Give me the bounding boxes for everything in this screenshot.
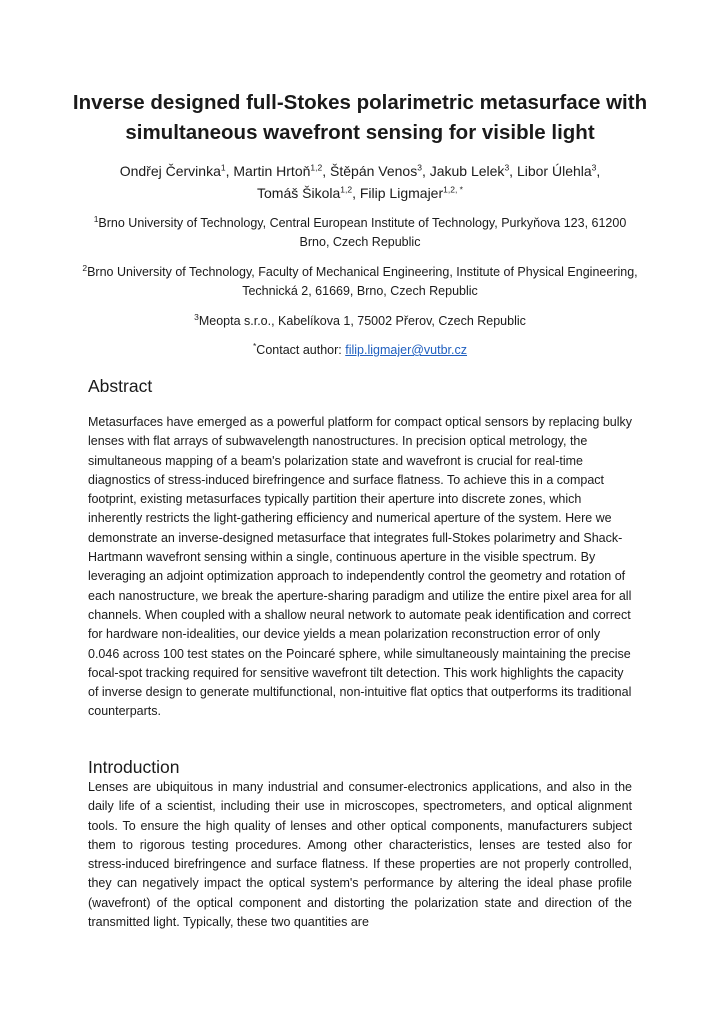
introduction-heading: Introduction bbox=[88, 757, 180, 777]
affiliation-2: $^2$Brno University of Technology, Faculty of Mechanical Engineering, Institute of Physical Engineering, Technická 2, 61669, Brno, Czech Republic bbox=[82, 262, 638, 298]
author: Martin Hrtoň$^{1,2}$ bbox=[233, 162, 323, 179]
author: Ondřej Červinka$^1$ bbox=[119, 162, 226, 179]
author: Jakub Lelek$^3$ bbox=[429, 162, 510, 179]
affiliation-3: $^3$Meopta s.r.o., Kabelíkova 1, 75002 Přerov, Czech Republic bbox=[194, 311, 526, 328]
author-list: Ondřej Červinka$^1$, Martin Hrtoň$^{1,2}$, Štěpán Venos$^3$, Jakub Lelek$^3$, Libor Úlehla$^3$, Tomáš Šikola$^{1,2}$, Filip Ligmajer$^{1,2, *}$ bbox=[119, 162, 601, 201]
author: Filip Ligmajer$^{1,2, *}$ bbox=[359, 184, 463, 201]
affiliation-1: $^1$Brno University of Technology, Central European Institute of Technology, Purkyňova 123, 61200 Brno, Czech Republic bbox=[93, 213, 627, 249]
introduction-text: Lenses are ubiquitous in many industrial and consumer-electronics applications, and also in the daily life of a scientist, including their use in microscopes, spectrometers, and optical alignment tools. To ensure the high quality of lenses and other optical components, manufacturers subject them to rigorous testing procedures. Among other characteristics, lenses are tested also for stress-induced birefringence and surface flatness. If these properties are not properly controlled, they can negatively impact the optical system's performance by altering the ideal phase profile (wavefront) of the optical component and distorting the polarization state and direction of the transmitted light. Typically, these two quantities are bbox=[88, 780, 632, 930]
abstract-heading: Abstract bbox=[88, 376, 153, 396]
contact-author: *Contact author: filip.ligmajer@vutbr.cz bbox=[252, 340, 468, 357]
author: Štěpán Venos$^3$ bbox=[330, 162, 422, 179]
paper-title: Inverse designed full-Stokes polarimetric metasurface with simultaneous wavefront sensing for visible light bbox=[72, 91, 648, 144]
contact-email-link[interactable]: filip.ligmajer@vutbr.cz bbox=[345, 343, 468, 357]
author: Libor Úlehla$^3$ bbox=[516, 162, 597, 179]
abstract-text: Metasurfaces have emerged as a powerful platform for compact optical sensors by replacing bulky lenses with flat arrays of subwavelength nanostructures. In precision optical metrology, the simultaneous mapping of a beam's polarization state and wavefront is crucial for real-time diagnostics of stress-induced birefringence and surface flatness. To achieve this in a compact footprint, existing metasurfaces typically partition their aperture into discrete zones, which inherently restricts the light-gathering efficiency and numerical aperture of the system. Here we demonstrate an inverse-designed metasurface that integrates full-Stokes polarimetry and Shack-Hartmann wavefront sensing within a single, continuous aperture in the visible spectrum. By leveraging an adjoint optimization approach to independently control the geometry and rotation of each nanostructure, we break the aperture-sharing paradigm and utilize the entire pixel area for all channels. When coupled with a shallow neural network to automate peak identification and correct for hardware non-idealities, our device yields a mean polarization reconstruction error of only 0.046 across 100 test states on the Poincaré sphere, while simultaneously maintaining the precise focal-spot tracking required for sensitive wavefront tilt detection. This work highlights the capacity of inverse design to generate multifunctional, non-intuitive flat optics that outperforms its traditional counterparts. bbox=[88, 415, 633, 719]
author: Tomáš Šikola$^{1,2}$ bbox=[257, 184, 353, 201]
